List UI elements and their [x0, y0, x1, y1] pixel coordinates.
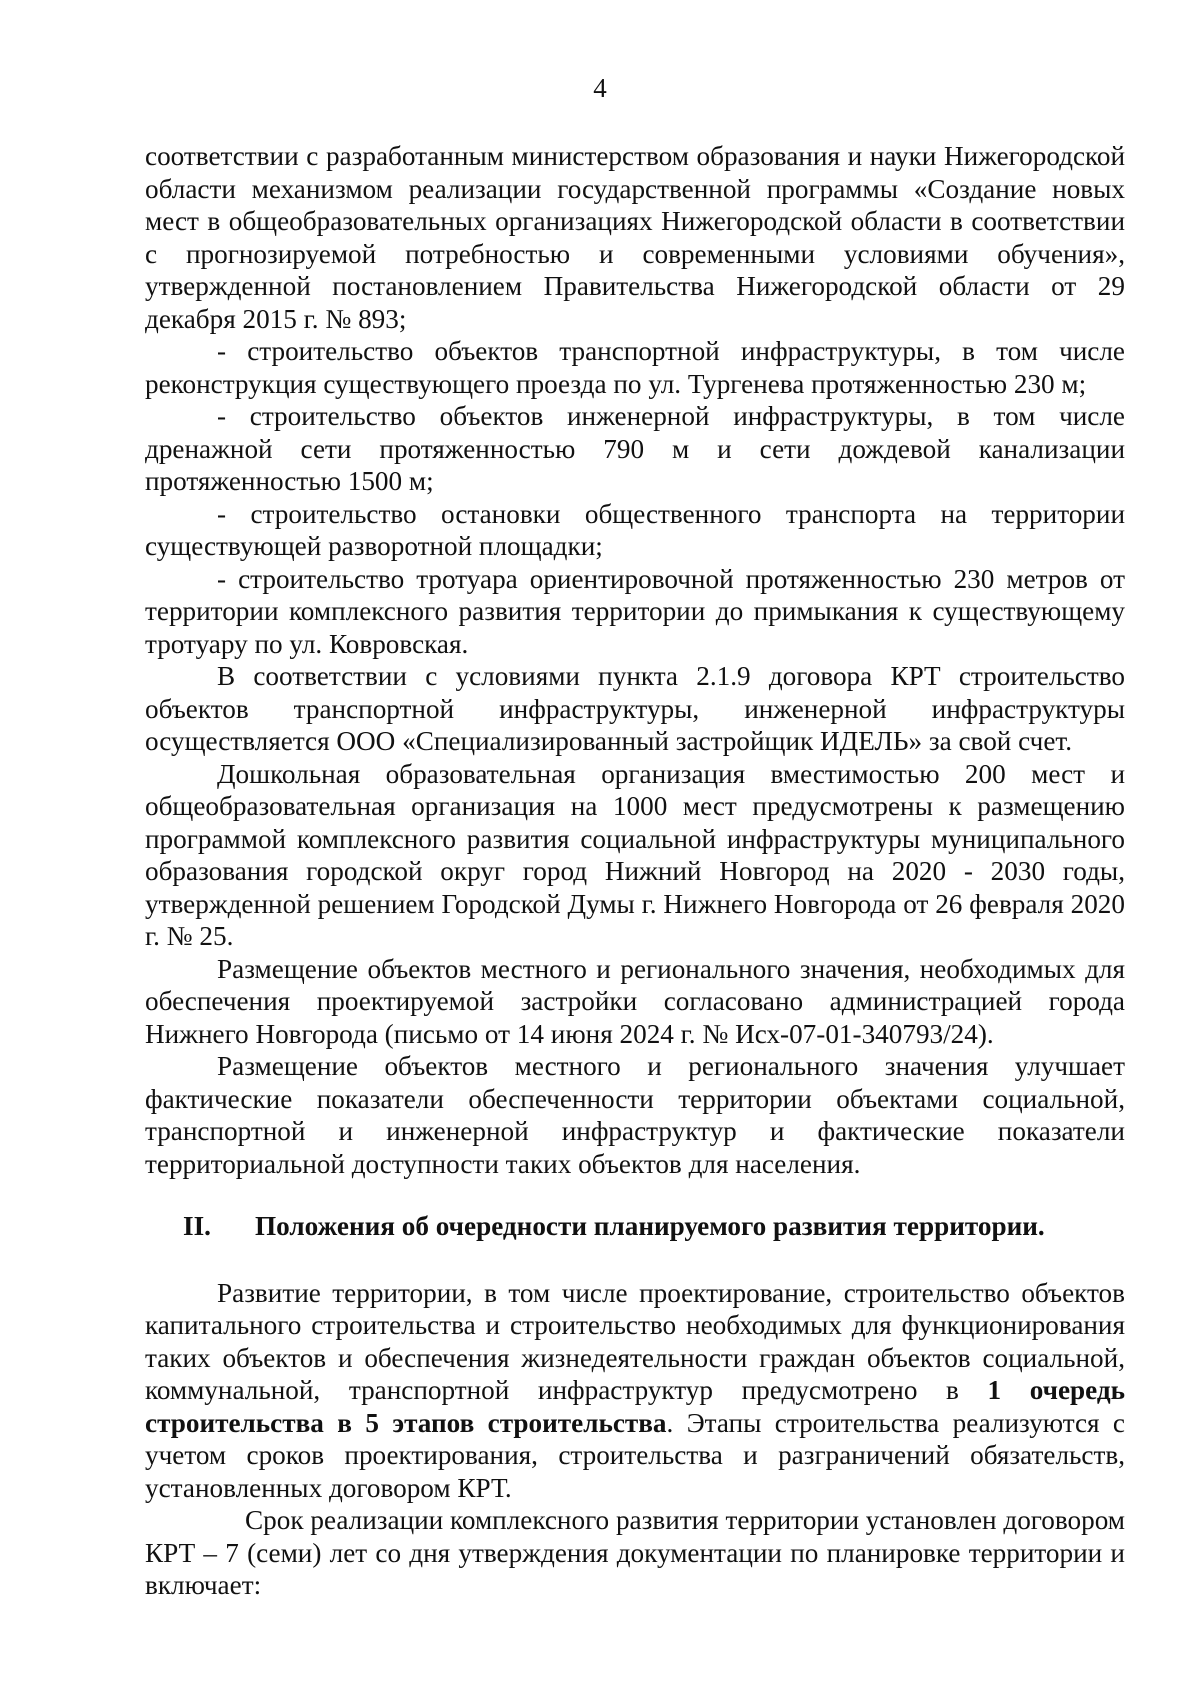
paragraph-schools: Дошкольная образовательная организация вместимостью 200 мест и общеобразовательная организация на 1000 мест предусмотрены к размещению программой комплексного развития социальной инфраструктуры муниципального образования городской округ город Нижний Новгород на 2020 - 2030 годы, утвержденной решением Городской Думы г. Нижнего Новгорода от 26 февраля 2020 г. № 25.	[145, 758, 1125, 951]
section-heading	[145, 1210, 1125, 1243]
paragraph-continuation: соответствии с разработанным министерством образования и науки Нижегородской области механизмом реализации государственной программы «Создание новых мест в общеобразовательных организациях Нижегородской области в соответствии с прогнозируемой потребностью и современными условиями обучения», утвержденной постановлением Правительства Нижегородской области от 29 декабря 2015 г. № 893;	[145, 141, 1125, 334]
list-item-engineering: - строительство объектов инженерной инфраструктуры, в том числе дренажной сети протяженностью 790 м и сети дождевой канализации протяженностью 1500 м;	[145, 401, 1125, 496]
text-run: Развитие территории, в том числе проектирование, строительство объектов капитального строительства и строительство необходимых для функционирования таких объектов и обеспечения жизнедеятельности граждан объектов социальной, коммунальной, транспортной инфраструктур предусмотрено в	[145, 1277, 1125, 1405]
paragraph-improvement: Размещение объектов местного и регионального значения улучшает фактические показатели обеспеченности территории объектами социальной, транспортной и инженерной инфраструктур и фактические показатели территориальной доступности таких объектов для населения.	[145, 1051, 1125, 1179]
document-body	[145, 140, 1125, 1602]
section-title: Положения об очередности планируемого развития территории.	[255, 1211, 1045, 1241]
paragraph-agreement: Размещение объектов местного и регионального значения, необходимых для обеспечения проектируемой застройки согласовано администрацией города Нижнего Новгорода (письмо от 14 июня 2024 г. № Исх-07-01-340793/24).	[145, 953, 1125, 1049]
text-run: . Этапы строительства реализуются с учетом сроков проектирования, строительства и разграничений обязательств, установленных договором КРТ.	[145, 1407, 1125, 1503]
list-item-sidewalk: - строительство тротуара ориентировочной протяженностью 230 метров от территории комплексного развития территории до примыкания к существующему тротуару по ул. Ковровская.	[145, 563, 1125, 659]
section-number: II.	[183, 1211, 211, 1241]
paragraph-development-stages	[145, 1277, 1125, 1505]
paragraph-implementation-term: Срок реализации комплексного развития территории установлен договором КРТ – 7 (семи) лет со дня утверждения документации по планировке территории и включает:	[145, 1505, 1125, 1600]
bold-text-run: 1 очередь строительства в 5 этапов строительства	[145, 1375, 1125, 1438]
page-number: 4	[593, 73, 607, 103]
list-item-transport: - строительство объектов транспортной инфраструктуры, в том числе реконструкция существующего проезда по ул. Тургенева протяженностью 230 м;	[145, 336, 1125, 399]
paragraph-krt-conditions: В соответствии с условиями пункта 2.1.9 договора КРТ строительство объектов транспортной инфраструктуры, инженерной инфраструктуры осуществляется ООО «Специализированный застройщик ИДЕЛЬ» за свой счет.	[145, 661, 1125, 756]
list-item-bus-stop: - строительство остановки общественного транспорта на территории существующей разворотной площадки;	[145, 498, 1125, 561]
